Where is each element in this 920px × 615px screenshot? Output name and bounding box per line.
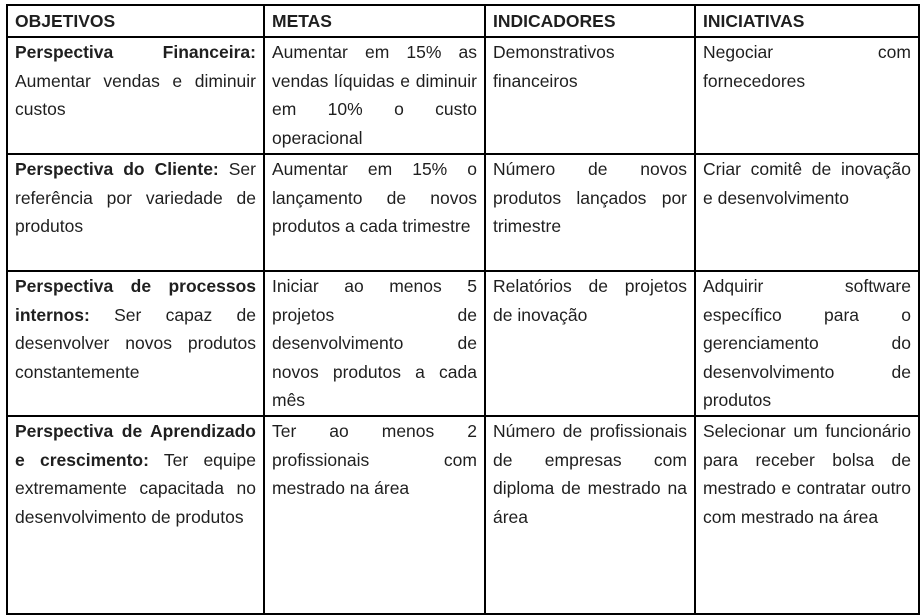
objective-text: Aumentar vendas e diminuir custos [15, 70, 256, 120]
header-objetivos: OBJETIVOS [7, 5, 264, 37]
objective-text: Ter equipe extremamente capacitada no desenvolvimento de produtos [15, 449, 256, 527]
table-row [7, 154, 919, 271]
objective-title: Perspectiva do Cliente: [15, 159, 219, 179]
iniciativa-cell: Criar comitê de inovação e desenvolvimento [695, 154, 919, 271]
meta-cell: Iniciar ao menos 5 projetos de desenvolvimento de novos produtos a cada mês [264, 271, 485, 416]
table-row [7, 416, 919, 614]
objective-title: Perspectiva de Aprendizado e crescimento: [15, 420, 256, 470]
table-row [7, 271, 919, 416]
objective-cell [7, 37, 264, 154]
indicador-cell: Demonstrativos financeiros [485, 37, 695, 154]
header-metas: METAS [264, 5, 485, 37]
table-row [7, 37, 919, 154]
objective-cell [7, 416, 264, 614]
indicador-cell: Número de profissionais de empresas com diploma de mestrado na área [485, 416, 695, 614]
meta-cell: Aumentar em 15% o lançamento de novos produtos a cada trimestre [264, 154, 485, 271]
objective-cell [7, 154, 264, 271]
meta-cell: Ter ao menos 2 profissionais com mestrado na área [264, 416, 485, 614]
iniciativa-cell: Adquirir software específico para o gerenciamento do desenvolvimento de produtos [695, 271, 919, 416]
iniciativa-cell: Selecionar um funcionário para receber bolsa de mestrado e contratar outro com mestrado na área [695, 416, 919, 614]
iniciativa-cell: Negociar com fornecedores [695, 37, 919, 154]
indicador-cell: Relatórios de projetos de inovação [485, 271, 695, 416]
objective-title: Perspectiva de processos internos: [15, 276, 256, 325]
header-iniciativas: INICIATIVAS [695, 5, 919, 37]
objective-cell [7, 271, 264, 416]
meta-cell: Aumentar em 15% as vendas líquidas e diminuir em 10% o custo operacional [264, 37, 485, 154]
objective-text: Ser referência por variedade de produtos [15, 159, 256, 237]
objective-text: Ser capaz de desenvolver novos produtos constantemente [15, 304, 256, 382]
indicador-cell: Número de novos produtos lançados por trimestre [485, 154, 695, 271]
header-indicadores: INDICADORES [485, 5, 695, 37]
objective-title: Perspectiva Financeira: [15, 42, 256, 62]
header-row [7, 5, 919, 37]
bsc-table [6, 4, 920, 615]
